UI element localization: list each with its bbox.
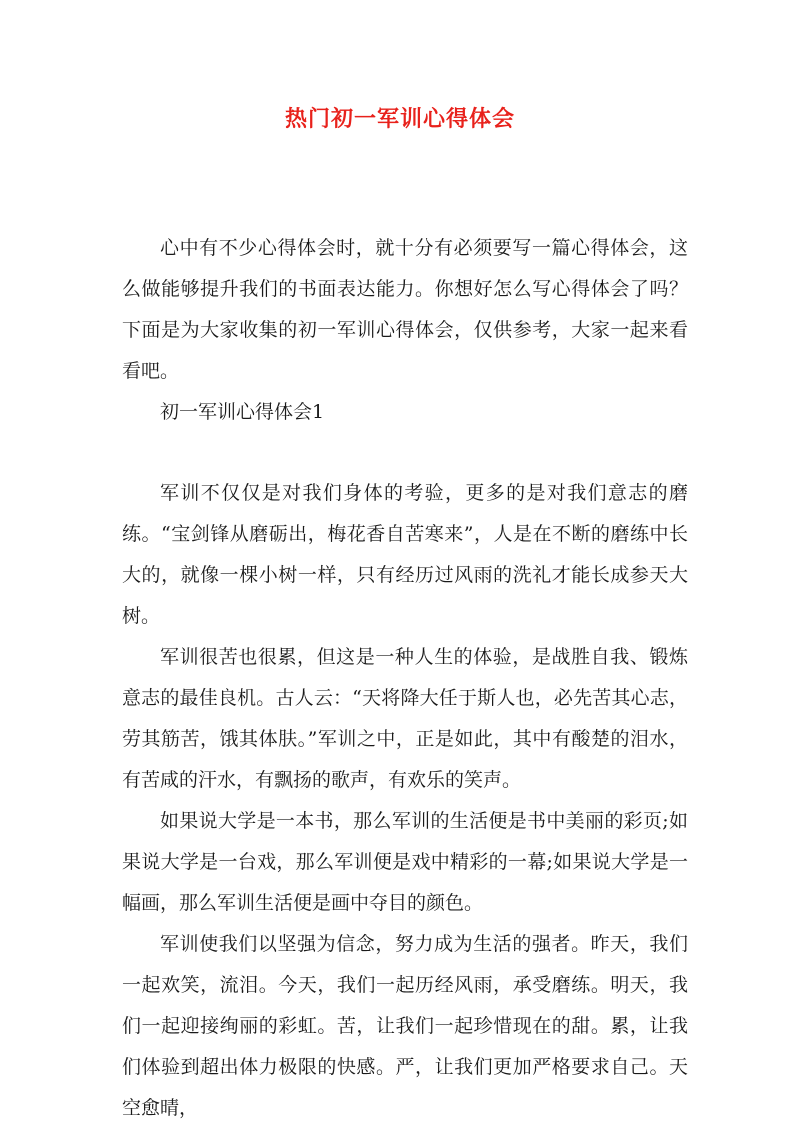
section-gap bbox=[122, 433, 688, 473]
body-paragraph-2: 军训很苦也很累，但这是一种人生的体验，是战胜自我、锻炼意志的最佳良机。古人云：“天将降大任于斯人也，必先苦其心志，劳其筋苦，饿其体肤。”军训之中，正是如此，其中有酸楚的泪水，有苦咸的汗水，有飘扬的歌声，有欢乐的笑声。 bbox=[122, 646, 688, 791]
intro-block bbox=[122, 228, 688, 1129]
intro-paragraph: 心中有不少心得体会时，就十分有必须要写一篇心得体会，这么做能够提升我们的书面表达能力。你想好怎么写心得体会了吗？下面是为大家收集的初一军训心得体会，仅供参考，大家一起来看看吧。 bbox=[122, 237, 688, 382]
body-paragraph-3: 如果说大学是一本书，那么军训的生活便是书中美丽的彩页;如果说大学是一台戏，那么军训便是戏中精彩的一幕;如果说大学是一幅画，那么军训生活便是画中夺目的颜色。 bbox=[122, 810, 688, 914]
section-heading: 初一军训心得体会1 bbox=[160, 401, 325, 423]
document-title: 热门初一军训心得体会 bbox=[284, 106, 515, 132]
body-paragraph-1: 军训不仅仅是对我们身体的考验，更多的是对我们意志的磨练。“宝剑锋从磨砺出，梅花香自苦寒来”，人是在不断的磨练中长大的，就像一棵小树一样，只有经历过风雨的洗礼才能长成参天大树。 bbox=[122, 482, 688, 627]
body-paragraph-4: 军训使我们以坚强为信念，努力成为生活的强者。昨天，我们一起欢笑，流泪。今天，我们一起历经风雨，承受磨练。明天，我们一起迎接绚丽的彩虹。苦，让我们一起珍惜现在的甜。累，让我们体验到超出体力极限的快感。严，让我们更加严格要求自己。天空愈晴， bbox=[122, 933, 688, 1119]
